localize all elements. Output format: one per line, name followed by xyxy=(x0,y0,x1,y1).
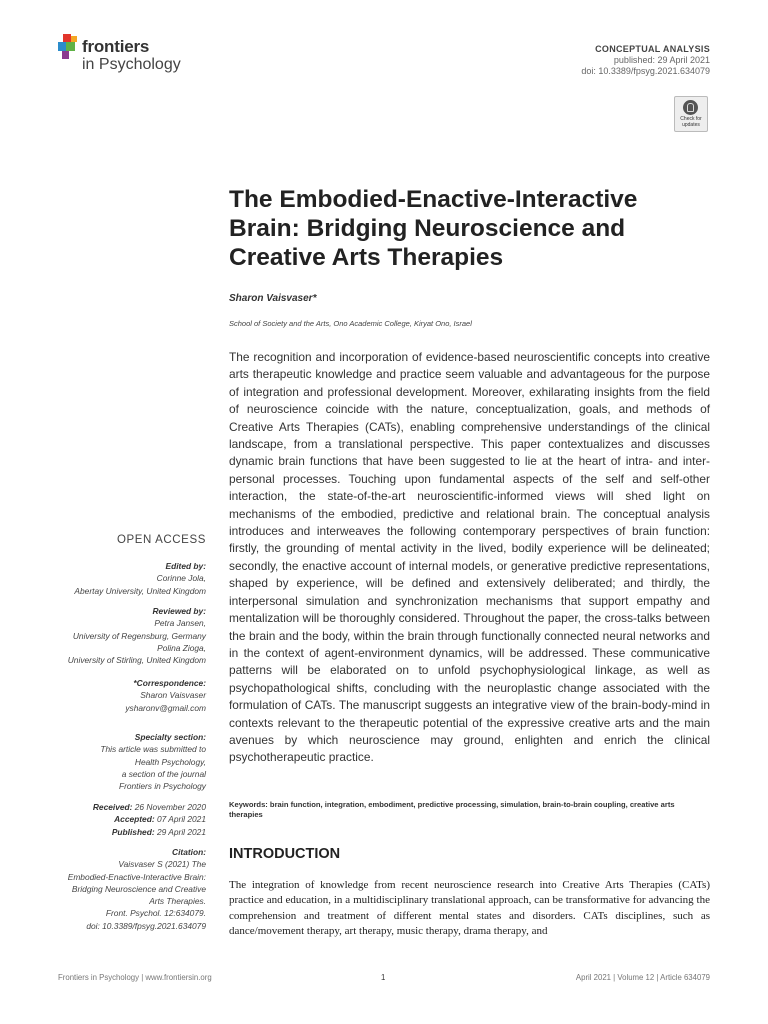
received-date: 26 November 2020 xyxy=(134,802,206,812)
frontiers-logo-icon xyxy=(58,34,80,60)
open-access-label: OPEN ACCESS xyxy=(116,534,206,546)
correspondence-block xyxy=(125,677,206,714)
page-number: 1 xyxy=(381,973,386,982)
brand-name: frontiers xyxy=(82,37,150,56)
author-name[interactable]: Sharon Vaisvaser* xyxy=(229,293,317,304)
edited-by-label: Edited by: xyxy=(165,561,206,571)
check-for-updates-button[interactable] xyxy=(674,96,708,132)
doi-link[interactable]: doi: 10.3389/fpsyg.2021.634079 xyxy=(581,66,710,76)
dates-block xyxy=(93,801,206,838)
editor-line: Corinne Jola, xyxy=(156,573,206,584)
published-label: Published: xyxy=(111,826,155,837)
reviewer-line: University of Stirling, United Kingdom xyxy=(67,655,206,666)
intro-paragraph: The integration of knowledge from recent neuroscience research into Creative Arts Therapies (CATs) practice and education, in a multidisciplinary translational approach, can be transformative for advancing the comprehension and treatment of different mental states and disorders. CATs disciplines, such as dance/movement therapy, art therapy, music therapy, drama therapy, and xyxy=(229,879,710,938)
keywords: Keywords: brain function, integration, embodiment, predictive processing, simulation, brain-to-brain coupling, creative arts therapies xyxy=(229,800,675,820)
journal-logo[interactable] xyxy=(58,34,218,82)
correspondent-name: Sharon Vaisvaser xyxy=(140,690,206,701)
editor-line: Abertay University, United Kingdom xyxy=(74,585,206,596)
section-heading: INTRODUCTION xyxy=(229,846,341,862)
journal-name: in Psychology xyxy=(82,56,181,73)
article-title: The Embodied-Enactive-Interactive Brain: Bridging Neuroscience and Creative Arts Therapies xyxy=(229,186,638,271)
specialty-label: Specialty section: xyxy=(134,732,206,742)
accepted-label: Accepted: xyxy=(114,814,155,825)
reviewer-line: University of Regensburg, Germany xyxy=(72,630,206,641)
accepted-date: 07 April 2021 xyxy=(156,814,206,825)
reviewer-line: Petra Jansen, xyxy=(154,618,206,629)
correspondent-email[interactable]: ysharonv@gmail.com xyxy=(125,702,206,713)
check-updates-label: Check for updates xyxy=(680,116,702,128)
bookmark-icon xyxy=(683,100,698,115)
correspondence-label: *Correspondence: xyxy=(133,678,206,688)
citation-label: Citation: xyxy=(172,847,206,857)
specialty-block: Specialty section: This article was submitted to Health Psychology, a section of the journal Frontiers in Psychology xyxy=(100,732,206,792)
edited-by-block xyxy=(74,560,206,597)
abstract: The recognition and incorporation of evidence-based neuroscientific concepts into creative arts therapeutic knowledge and practice seem valuable and advantageous for the purpose of integration and professional development. Moreover, exhilarating insights from the field of neuroscience coincide with the nature, conceptualization, goals, and methods of Creative Arts Therapies (CATs), enabling comprehensive understandings of the clinical landscape, from a translational perspective. This paper contextualizes and discusses dynamic brain functions that have been suggested to lie at the heart of intra- and inter-personal processes. Touching upon fundamental aspects of the self and self-other interaction, the state-of-the-art neuroscientific-informed views will shed light on mechanisms of the embodied, predictive and relational brain. The conceptual analysis introduces and interweaves the following contemporary perspectives of brain function: firstly, the grounding of mental activity in the lived, bodily experience will be delineated; secondly, the enactive account of internal models, or generative predictive representations, shaped by experience, will be defined and extensively deliberated; and thirdly, the interpersonal simulation and synchronization mechanisms that support empathy and mentalization will be thoroughly considered. Throughout the paper, the cross-talks between the brain and the body, within the brain through functionally connected neural networks and in the context of agent-environment dynamics, will be addressed. These communicative patterns will be elaborated on to unfold psychophysiological linkage, as well as psychopathological shifts, concluding with the neuroplastic change associated with the formulation of CATs. The manuscript suggests an integrative view of the brain-body-mind in contexts relevant to the therapeutic potential of the expressive creative arts and the main avenues by which neuroscience may ground, enlighten and enrich the clinical psychotherapeutic practice. xyxy=(229,350,710,765)
reviewed-by-block xyxy=(68,605,206,666)
footer-journal[interactable]: Frontiers in Psychology | www.frontiersin.org xyxy=(58,973,212,982)
received-label: Received: xyxy=(92,802,133,812)
footer-article-info: April 2021 | Volume 12 | Article 634079 xyxy=(575,973,710,982)
published-date: published: 29 April 2021 xyxy=(613,55,710,65)
reviewed-by-label: Reviewed by: xyxy=(152,606,206,616)
citation-block: Citation: Vaisvaser S (2021) The Embodied-Enactive-Interactive Brain: Bridging Neuroscience and Creative Arts Therapies. Front. Psychol. 12:634079. doi: 10.3389/fpsyg.2021.634079 xyxy=(67,847,206,931)
article-type: CONCEPTUAL ANALYSIS xyxy=(595,44,710,54)
article-meta-header xyxy=(581,44,710,77)
reviewer-line: Polina Zioga, xyxy=(157,642,206,653)
affiliation: School of Society and the Arts, Ono Academic College, Kiryat Ono, Israel xyxy=(229,319,472,328)
published-date-side: 29 April 2021 xyxy=(156,826,206,837)
